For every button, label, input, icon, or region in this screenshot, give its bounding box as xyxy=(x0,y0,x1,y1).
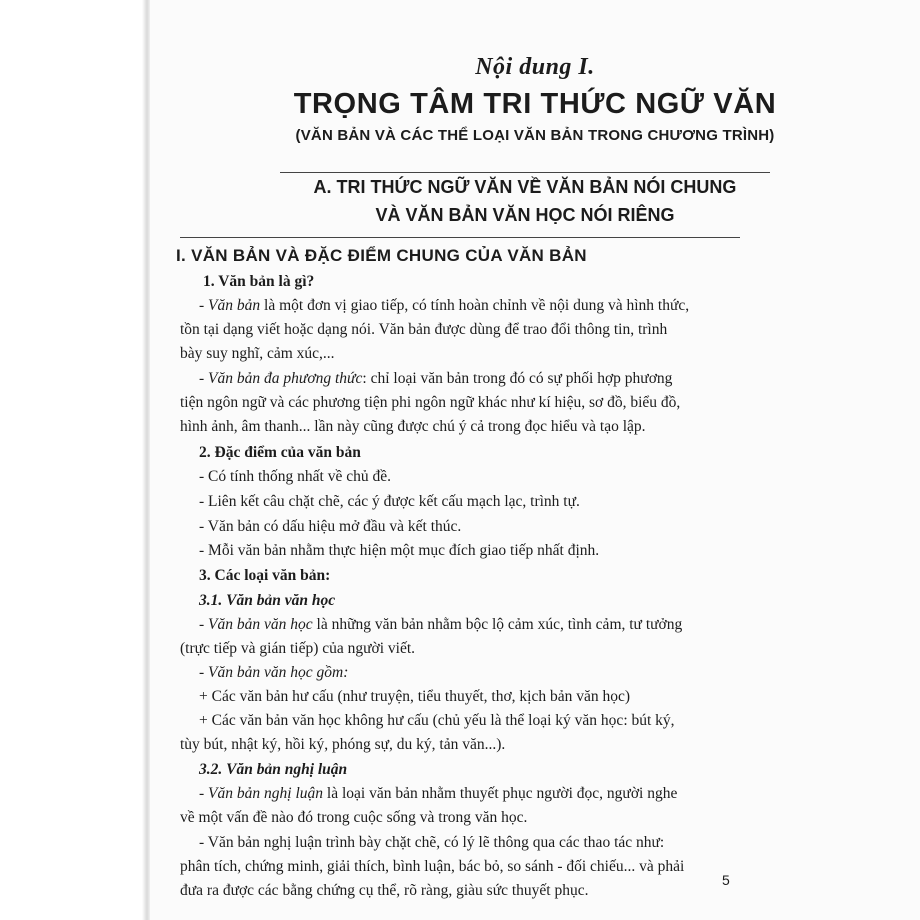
part-a-title-line2: VÀ VĂN BẢN VĂN HỌC NÓI RIÊNG xyxy=(375,205,675,225)
q1-para1-line1 xyxy=(199,296,689,316)
q31-para2 xyxy=(199,663,348,683)
book-page xyxy=(150,0,920,920)
q31-para1-rest: là những văn bản nhằm bộc lộ cảm xúc, tình cảm, tư tưởng xyxy=(312,616,683,633)
q31-para1-line2: (trực tiếp và gián tiếp) của người viết. xyxy=(180,640,416,657)
q31-para2-text: Văn bản văn học gồm: xyxy=(208,664,349,681)
q2-title: 2. Đặc điểm của văn bản xyxy=(199,444,361,461)
term-van-ban-da-phuong-thuc: Văn bản đa phương thức xyxy=(208,370,363,387)
main-title: TRỌNG TÂM TRI THỨC NGỮ VĂN xyxy=(293,88,777,120)
bottom-divider xyxy=(180,237,740,238)
q2-item-2: - Liên kết câu chặt chẽ, các ý được kết cấu mạch lạc, trình tự. xyxy=(199,493,580,510)
dash: - xyxy=(199,616,209,633)
section-1-heading: I. VĂN BẢN VÀ ĐẶC ĐIỂM CHUNG CỦA VĂN BẢN xyxy=(176,246,587,265)
dash: - xyxy=(199,297,209,314)
q32-title: 3.2. Văn bản nghị luận xyxy=(199,761,348,778)
page-number: 5 xyxy=(722,872,730,888)
q32-para2-line3: đưa ra được các bằng chứng cụ thể, rõ ràng, giàu sức thuyết phục. xyxy=(180,882,589,899)
q1-para1-line3: bày suy nghĩ, cảm xúc,... xyxy=(180,345,335,362)
term-van-ban-nghi-luan: Văn bản nghị luận xyxy=(208,785,324,802)
q31-item-2-line2: tùy bút, nhật ký, hồi ký, phóng sự, du ký, tản văn...). xyxy=(180,736,506,753)
q32-para1-rest: là loại văn bản nhằm thuyết phục người đọc, người nghe xyxy=(323,785,678,802)
q31-item-1: + Các văn bản hư cấu (như truyện, tiểu thuyết, thơ, kịch bản văn học) xyxy=(199,688,631,705)
section-label: Nội dung I. xyxy=(475,54,595,80)
term-van-ban-van-hoc: Văn bản văn học xyxy=(208,616,313,633)
page-gutter xyxy=(0,0,150,920)
page-content xyxy=(150,0,920,920)
dash: - xyxy=(199,370,209,387)
q32-para1-line2: về một vấn đề nào đó trong cuộc sống và trong văn học. xyxy=(180,809,528,826)
q2-item-1: - Có tính thống nhất về chủ đề. xyxy=(199,468,391,485)
term-van-ban: Văn bản xyxy=(208,297,261,314)
subtitle: (VĂN BẢN VÀ CÁC THỂ LOẠI VĂN BẢN TRONG CHƯƠNG TRÌNH) xyxy=(295,127,775,144)
q31-para1-line1 xyxy=(199,615,682,635)
dash: - xyxy=(199,664,209,681)
q32-para2-line2: phân tích, chứng minh, giải thích, bình luận, bác bỏ, so sánh - đối chiếu... và phải xyxy=(180,858,685,875)
q1-para1-rest: là một đơn vị giao tiếp, có tính hoàn chỉnh về nội dung và hình thức, xyxy=(260,297,690,314)
q1-para2-line2: tiện ngôn ngữ và các phương tiện phi ngôn ngữ khác như kí hiệu, sơ đồ, biểu đồ, xyxy=(180,394,681,411)
q2-item-4: - Mỗi văn bản nhằm thực hiện một mục đích giao tiếp nhất định. xyxy=(199,542,600,559)
q1-para2-rest: : chỉ loại văn bản trong đó có sự phối hợp phương xyxy=(362,370,673,387)
top-divider xyxy=(280,172,770,173)
dash: - xyxy=(199,785,209,802)
q31-title: 3.1. Văn bản văn học xyxy=(199,592,336,609)
q32-para2-line1: - Văn bản nghị luận trình bày chặt chẽ, có lý lẽ thông qua các thao tác như: xyxy=(199,834,665,851)
part-a-title-line1: A. TRI THỨC NGỮ VĂN VỀ VĂN BẢN NÓI CHUNG xyxy=(313,177,737,197)
q31-item-2-line1: + Các văn bản văn học không hư cấu (chủ yếu là thể loại ký văn học: bút ký, xyxy=(199,712,675,729)
q1-para2-line1 xyxy=(199,369,672,389)
q32-para1-line1 xyxy=(199,784,677,804)
q3-title: 3. Các loại văn bản: xyxy=(199,567,331,584)
q1-para1-line2: tồn tại dạng viết hoặc dạng nói. Văn bản được dùng để trao đổi thông tin, trình xyxy=(180,321,668,338)
q1-title: 1. Văn bản là gì? xyxy=(203,273,315,290)
q1-para2-line3: hình ảnh, âm thanh... lần này cũng được chú ý cả trong đọc hiểu và tạo lập. xyxy=(180,418,646,435)
q2-item-3: - Văn bản có dấu hiệu mở đầu và kết thúc. xyxy=(199,518,462,535)
